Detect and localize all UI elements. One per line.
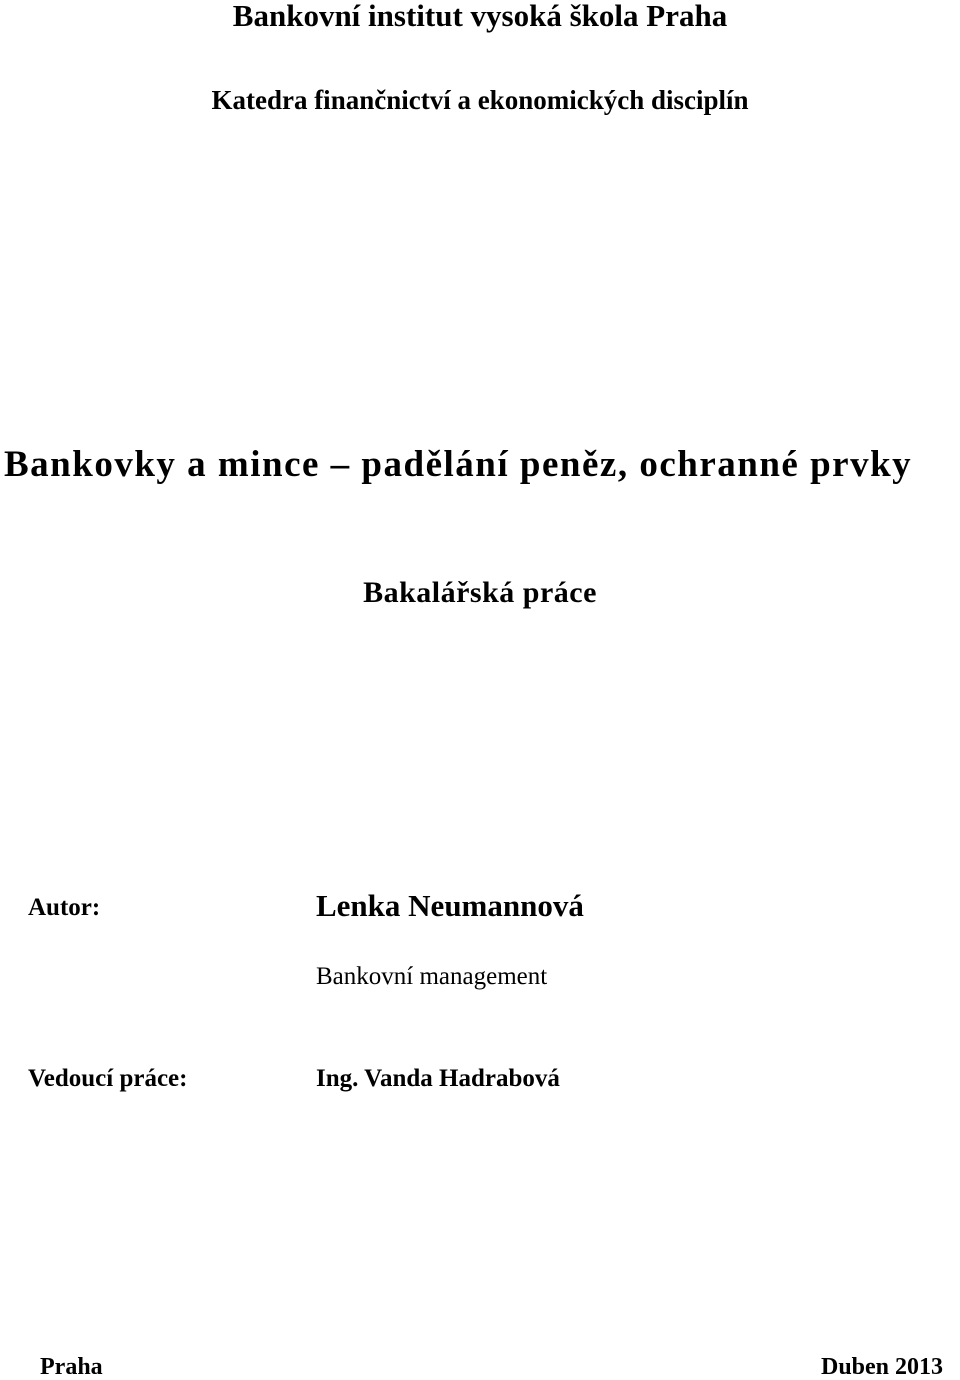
submission-date: Duben 2013 [821, 1354, 944, 1380]
thesis-type: Bakalářská práce [363, 576, 597, 609]
author-name: Lenka Neumannová [316, 888, 584, 923]
department-name: Katedra finančnictví a ekonomických disciplín [211, 85, 749, 115]
thesis-title: Bankovky a mince – padělání peněz, ochranné prvky [4, 444, 913, 485]
place-of-submission: Praha [40, 1354, 103, 1380]
author-label: Autor: [28, 894, 101, 921]
institution-name: Bankovní institut vysoká škola Praha [232, 0, 728, 33]
supervisor-name: Ing. Vanda Hadrabová [316, 1065, 560, 1092]
supervisor-label: Vedoucí práce: [28, 1065, 188, 1092]
study-field: Bankovní management [316, 963, 548, 990]
